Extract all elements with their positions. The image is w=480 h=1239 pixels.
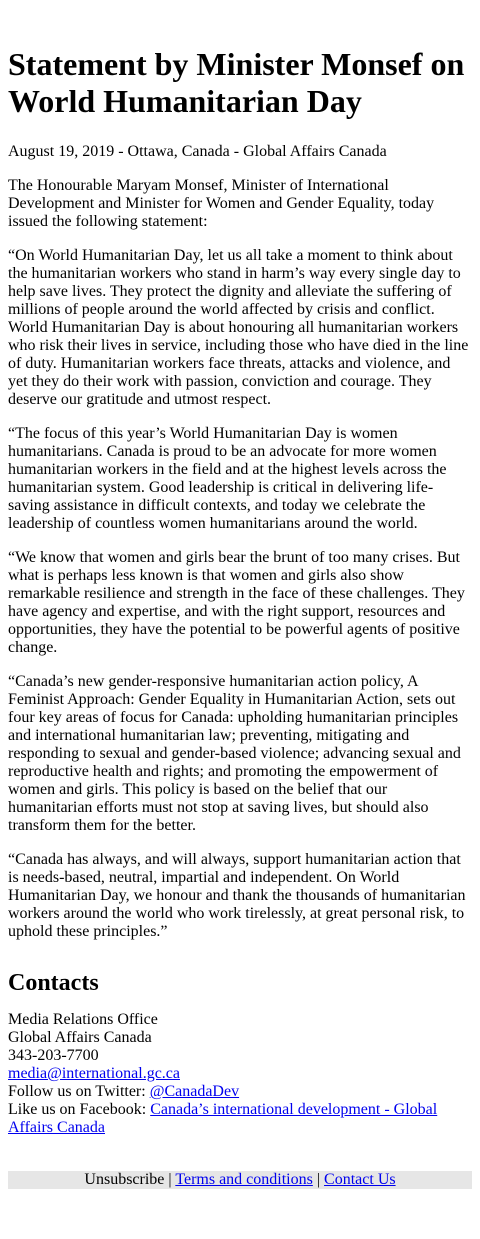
twitter-line xyxy=(8,1083,472,1101)
facebook-label: Like us on Facebook: xyxy=(8,1101,151,1118)
dateline: August 19, 2019 - Ottawa, Canada - Global Affairs Canada xyxy=(8,143,387,160)
article-paragraph-intro: The Honourable Maryam Monsef, Minister of International Development and Minister for Women and Gender Equality, today issued the following statement: xyxy=(8,177,435,230)
contact-organization: Global Affairs Canada xyxy=(8,1029,152,1046)
article-paragraph: “The focus of this year’s World Humanitarian Day is women humanitarians. Canada is proud to be an advocate for more women humanitarian workers in the field and at the highest levels across the humanitarian system. Good leadership is critical in delivering life-saving assistance in difficult contexts, and today we celebrate the leadership of countless women humanitarians around the world. xyxy=(8,425,447,532)
article-paragraph: “On World Humanitarian Day, let us all take a moment to think about the humanitarian workers who stand in harm’s way every single day to help save lives. They protect the dignity and alleviate the suffering of millions of people around the world affected by crisis and conflict. World Humanitarian Day is about honouring all humanitarian workers who risk their lives in service, including those who have died in the line of duty. Humanitarian workers face threats, attacks and violence, and yet they do their work with passion, conviction and courage. They deserve our gratitude and utmost respect. xyxy=(8,247,469,408)
facebook-line xyxy=(8,1101,472,1137)
email-page xyxy=(0,46,480,1189)
contacts-block xyxy=(8,1011,472,1137)
unsubscribe-link[interactable]: Unsubscribe xyxy=(84,1171,165,1188)
footer-separator: | xyxy=(168,1171,172,1188)
footer-separator: | xyxy=(316,1171,321,1188)
contact-email-link[interactable]: media@international.gc.ca xyxy=(8,1065,180,1082)
contact-phone: 343-203-7700 xyxy=(8,1047,99,1064)
footer-bar xyxy=(8,1171,472,1189)
contact-us-link[interactable]: Contact Us xyxy=(324,1171,396,1188)
page-title: Statement by Minister Monsef on World Humanitarian Day xyxy=(8,46,465,119)
twitter-link[interactable]: @CanadaDev xyxy=(149,1083,240,1100)
contact-office: Media Relations Office xyxy=(8,1011,158,1028)
article-paragraph: “Canada’s new gender-responsive humanitarian action policy, A Feminist Approach: Gender Equality in Humanitarian Action, sets out four key areas of focus for Canada: upholding humanitarian principles and international humanitarian law; preventing, mitigating and responding to sexual and gender-based violence; advancing sexual and reproductive health and rights; and promoting the empowerment of women and girls. This policy is based on the belief that our humanitarian efforts must not stop at saving lives, but should also transform them for the better. xyxy=(8,673,461,834)
article-paragraph: “We know that women and girls bear the brunt of too many crises. But what is perhaps less known is that women and girls also show remarkable resilience and strength in the face of these challenges. They have agency and expertise, and with the right support, resources and opportunities, they have the potential to be powerful agents of positive change. xyxy=(8,549,465,656)
article-paragraph: “Canada has always, and will always, support humanitarian action that is needs-based, neutral, impartial and independent. On World Humanitarian Day, we honour and thank the thousands of humanitarian workers around the world who work tirelessly, at great personal risk, to uphold these principles.” xyxy=(8,851,466,940)
facebook-link[interactable]: Canada’s international development - Global Affairs Canada xyxy=(8,1101,438,1136)
contacts-heading: Contacts xyxy=(8,970,99,996)
twitter-label: Follow us on Twitter: xyxy=(8,1083,150,1100)
terms-link[interactable]: Terms and conditions xyxy=(175,1171,313,1188)
